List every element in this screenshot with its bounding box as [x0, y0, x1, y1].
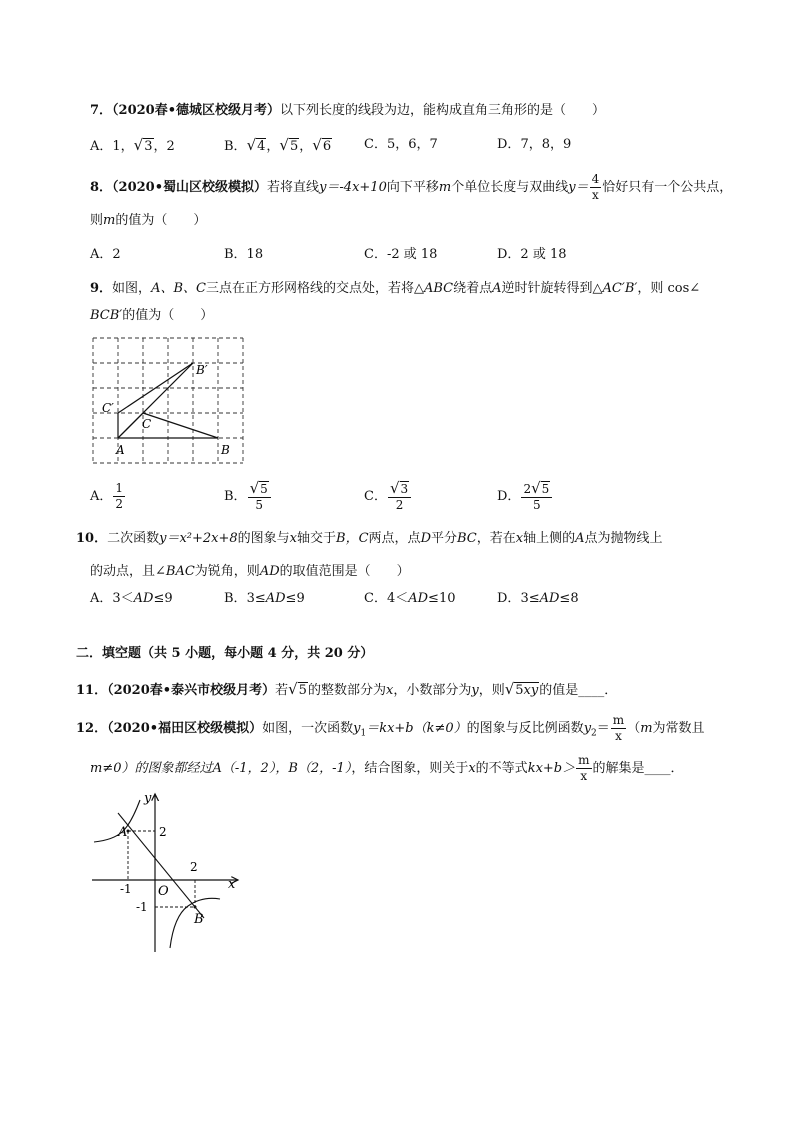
- q10-stem: 10．二次函数y＝x²+2x+8的图象与x轴交于B，C两点，点D平分BC，若在x轴上侧的A点为抛物线上: [76, 531, 663, 546]
- q7-stem: [90, 102, 605, 120]
- q8-option-b[interactable]: B．18: [224, 247, 264, 262]
- label-x: x: [228, 877, 236, 892]
- label-y: y: [144, 791, 152, 806]
- label-y-2: 2: [159, 825, 167, 839]
- q12-stem-line2: m≠0）的图象都经过A（-1，2），B（2，-1），结合图象，则关于x的不等式kx+b＞ $\frac{m}{x}$ 的解集是____．: [90, 753, 684, 783]
- q8-option-c[interactable]: C．-2 或 18: [364, 247, 438, 262]
- q9-option-d[interactable]: D． $\frac{2√5}{5}$: [497, 480, 553, 514]
- q7-option-d[interactable]: D．7，8，9: [497, 137, 572, 152]
- q7-number: 7．: [90, 103, 113, 118]
- q9-stem: 9．如图，A、B、C三点在正方形网格线的交点处，若将△ABC绕着点A逆时针旋转得到△AC′B′，则 cos∠: [90, 281, 701, 296]
- q9-grid-figure: [88, 334, 250, 464]
- label-b-prime: B′: [196, 363, 208, 377]
- q10-option-b[interactable]: B．3≤AD≤9: [224, 591, 305, 606]
- label-b: B: [221, 443, 230, 457]
- q10-option-a[interactable]: A．3＜AD≤9: [90, 591, 173, 606]
- q9-option-a[interactable]: A． $\frac{1}{2}$: [90, 481, 124, 511]
- q8-option-a[interactable]: A．2: [90, 247, 121, 262]
- q8-stem-line2: 则m的值为（ ）: [90, 213, 207, 228]
- q11-source: （2020春•泰兴市校级月考）: [107, 683, 276, 698]
- q9-option-b[interactable]: B． $\frac{√5}{5}$: [224, 480, 272, 514]
- label-c: C: [142, 417, 152, 431]
- q8-source: （2020•蜀山区校级模拟）: [112, 180, 268, 195]
- hyperbola-branch-left: [94, 800, 140, 842]
- q7-text: 以下列长度的线段为边，能构成直角三角形的是（ ）: [280, 103, 606, 118]
- q12-stem: 12．（2020•福田区校级模拟）如图，一次函数$y_1=kx+b(k\ne 0)$的图象与反比例函数$y_2=$ $\frac{m}{x}$ （m为常数且: [76, 713, 705, 743]
- q10-stem-line2: 的动点，且∠BAC为锐角，则AD的取值范围是（ ）: [90, 564, 410, 579]
- q11-answer-blank[interactable]: ____．: [578, 683, 618, 698]
- q12-source: （2020•福田区校级模拟）: [107, 721, 263, 736]
- q8-stem: 8．（2020•蜀山区校级模拟）若将直线y＝-4x+10向下平移m个单位长度与双曲线y＝ $\frac{4}{x}$ 恰好只有一个公共点，: [90, 172, 733, 202]
- segment-abp: [118, 363, 193, 438]
- label-point-b: B: [194, 912, 204, 927]
- q8-option-d[interactable]: D．2 或 18: [497, 247, 567, 262]
- q7-option-c[interactable]: C．5，6，7: [364, 137, 438, 152]
- q10-option-c[interactable]: C．4＜AD≤10: [364, 591, 456, 606]
- q12-answer-blank[interactable]: ____．: [644, 761, 684, 776]
- q11-stem: 11．（2020春•泰兴市校级月考）若√5的整数部分为x，小数部分为y，则√5xy的值是____．: [76, 680, 618, 698]
- fraction-4-over-x: $\frac{4}{x}$: [591, 172, 600, 202]
- label-c-prime: C′: [102, 401, 114, 415]
- sqrt-expr: √3: [133, 136, 153, 154]
- q7-option-a[interactable]: A．1，√3，2: [90, 136, 175, 154]
- label-x-2: 2: [190, 860, 198, 874]
- label-point-a: A: [118, 825, 128, 840]
- section2-title: 二．填空题（共 5 小题，每小题 4 分，共 20 分）: [76, 646, 374, 661]
- label-a: A: [116, 443, 125, 457]
- q9-option-c[interactable]: C． $\frac{√3}{2}$: [364, 480, 412, 514]
- q9-stem-line2: BCB′的值为（ ）: [90, 308, 214, 323]
- q12-function-graph: [88, 790, 248, 955]
- label-y-neg1: -1: [136, 900, 148, 914]
- segment-cb: [143, 413, 218, 438]
- label-x-neg1: -1: [120, 882, 132, 896]
- q10-option-d[interactable]: D．3≤AD≤8: [497, 591, 579, 606]
- q7-option-b[interactable]: B．√4，√5，√6: [224, 136, 332, 154]
- label-origin: O: [158, 884, 169, 899]
- q7-source: （2020春•德城区校级月考）: [112, 103, 281, 118]
